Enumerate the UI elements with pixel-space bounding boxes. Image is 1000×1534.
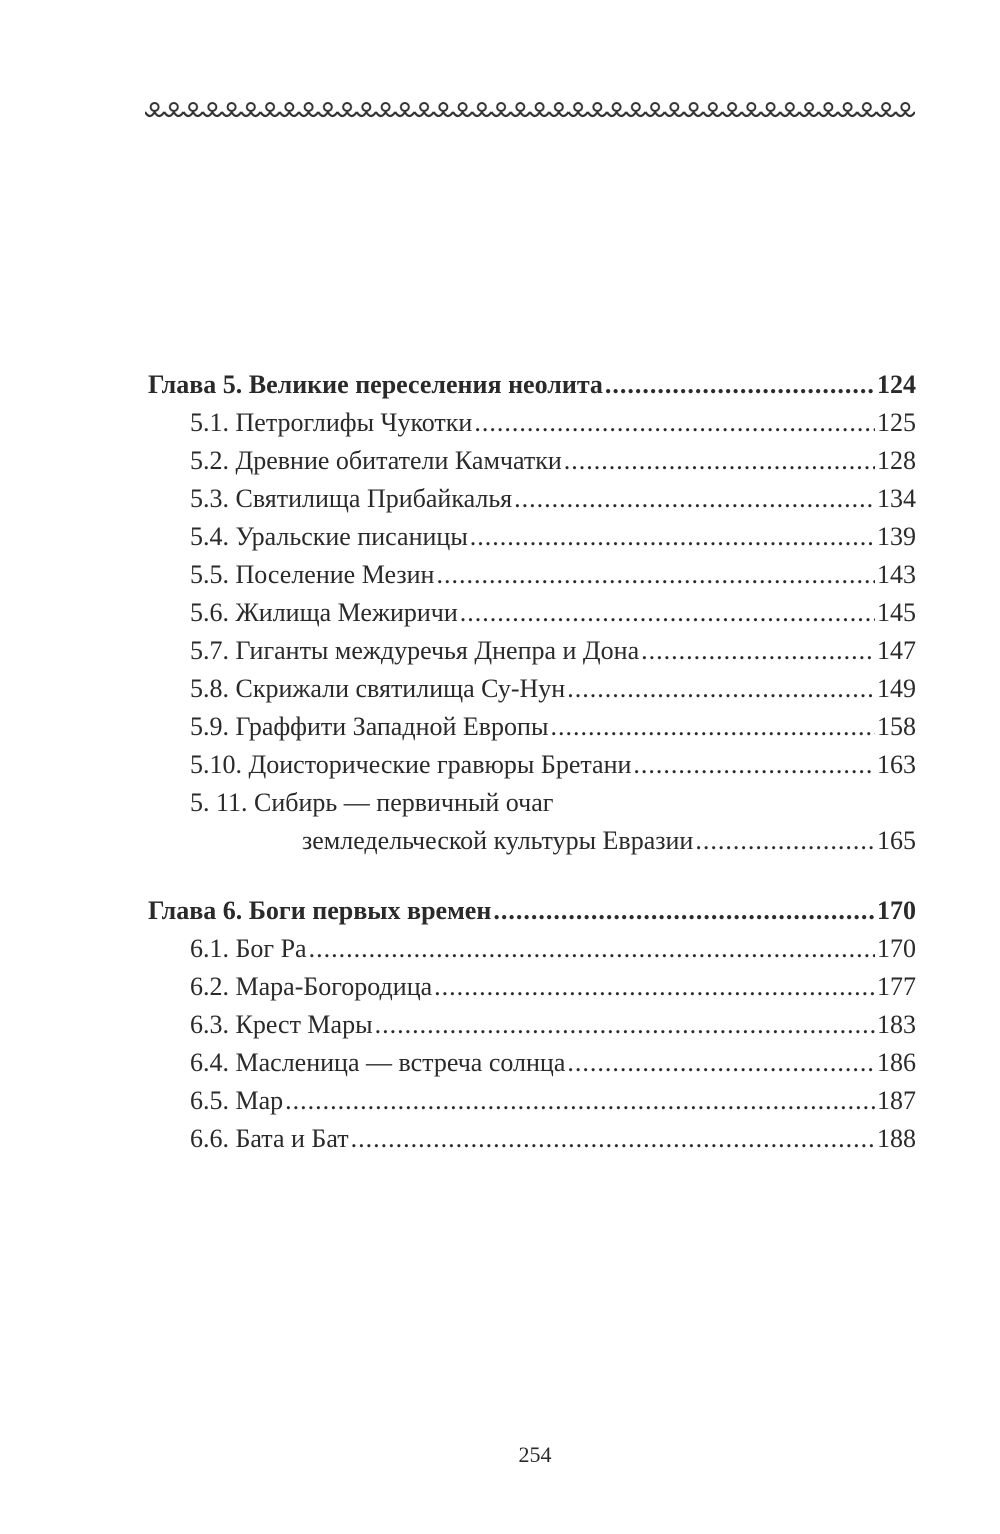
dot-leader <box>550 708 875 746</box>
entry-title: 6.1. Бог Ра <box>190 934 307 963</box>
chapter-title: Глава 5. Великие переселения неолита <box>148 370 603 399</box>
entry-title: 6.2. Мара-Богородица <box>190 972 433 1001</box>
dot-leader <box>564 442 875 480</box>
dot-leader <box>641 632 875 670</box>
entry-title: 6.6. Бата и Бат <box>190 1124 349 1153</box>
toc-entry[interactable] <box>148 556 916 594</box>
dot-leader <box>633 746 875 784</box>
toc-entry[interactable] <box>148 708 916 746</box>
entry-title: 5.3. Святилища Прибайкалья <box>190 484 513 513</box>
entry-title: 6.4. Масленица — встреча солнца <box>190 1048 566 1077</box>
page-ref: 186 <box>877 1048 916 1077</box>
toc-entry[interactable] <box>148 518 916 556</box>
page-ref: 145 <box>877 598 916 627</box>
toc-entry[interactable] <box>148 404 916 442</box>
dot-leader <box>567 1044 875 1082</box>
toc-entry-continuation[interactable] <box>148 822 916 860</box>
entry-title: 5.8. Скрижали святилища Су-Нун <box>190 674 566 703</box>
page-ref: 125 <box>877 408 916 437</box>
entry-title: 5. 11. Сибирь — первичный очаг <box>190 788 554 817</box>
entry-title: 5.1. Петроглифы Чукотки <box>190 408 473 437</box>
page-ref: 163 <box>877 750 916 779</box>
entry-title: 6.3. Крест Мары <box>190 1010 373 1039</box>
toc-entry[interactable] <box>148 1006 916 1044</box>
toc-entry[interactable] <box>148 784 916 822</box>
chapter-heading[interactable] <box>148 892 916 930</box>
entry-title: 5.7. Гиганты междуречья Днепра и Дона <box>190 636 640 665</box>
dot-leader <box>434 968 875 1006</box>
toc-entry[interactable] <box>148 930 916 968</box>
entry-title: 5.4. Уральские писаницы <box>190 522 468 551</box>
dot-leader <box>351 1120 875 1158</box>
chapter-heading[interactable] <box>148 366 916 404</box>
page-ref: 183 <box>877 1010 916 1039</box>
toc-entry[interactable] <box>148 968 916 1006</box>
toc-chapter-6 <box>148 892 916 1158</box>
dot-leader <box>470 518 875 556</box>
entry-title: 5.5. Поселение Мезин <box>190 560 435 589</box>
page-ref: 143 <box>877 560 916 589</box>
dot-leader <box>695 822 875 860</box>
page-ref: 158 <box>877 712 916 741</box>
page-ref: 165 <box>877 826 916 855</box>
dot-leader <box>493 892 875 930</box>
toc-entry[interactable] <box>148 746 916 784</box>
page-ref: 170 <box>877 896 916 925</box>
toc-entry[interactable] <box>148 1044 916 1082</box>
page-ref: 177 <box>877 972 916 1001</box>
entry-title: 6.5. Мар <box>190 1086 284 1115</box>
page-ref: 187 <box>877 1086 916 1115</box>
dot-leader <box>605 366 875 404</box>
toc-entry[interactable] <box>148 632 916 670</box>
toc-entry[interactable] <box>148 442 916 480</box>
chapter-title: Глава 6. Боги первых времен <box>148 896 492 925</box>
dot-leader <box>375 1006 875 1044</box>
toc-entry[interactable] <box>148 1120 916 1158</box>
page-ref: 124 <box>877 370 916 399</box>
toc-entry[interactable] <box>148 1082 916 1120</box>
dot-leader <box>309 930 875 968</box>
dot-leader <box>567 670 875 708</box>
toc-entry[interactable] <box>148 480 916 518</box>
dot-leader <box>474 404 875 442</box>
toc-chapter-5 <box>148 366 916 860</box>
page-ref: 139 <box>877 522 916 551</box>
dot-leader <box>460 594 875 632</box>
page-ref: 147 <box>877 636 916 665</box>
page-ref: 170 <box>877 934 916 963</box>
dot-leader <box>436 556 875 594</box>
dot-leader <box>514 480 875 518</box>
toc-entry[interactable] <box>148 670 916 708</box>
decorative-border-ornament <box>145 96 915 122</box>
page-ref: 149 <box>877 674 916 703</box>
entry-title: 5.10. Доисторические гравюры Бретани <box>190 750 632 779</box>
page-ref: 134 <box>877 484 916 513</box>
page-number: 254 <box>518 1442 552 1467</box>
entry-title: 5.6. Жилища Межиричи <box>190 598 458 627</box>
toc-entry[interactable] <box>148 594 916 632</box>
entry-title: земледельческой культуры Евразии <box>302 826 694 855</box>
dot-leader <box>285 1082 875 1120</box>
entry-title: 5.9. Граффити Западной Европы <box>190 712 549 741</box>
entry-title: 5.2. Древние обитатели Камчатки <box>190 446 562 475</box>
page-ref: 188 <box>877 1124 916 1153</box>
page-ref: 128 <box>877 446 916 475</box>
